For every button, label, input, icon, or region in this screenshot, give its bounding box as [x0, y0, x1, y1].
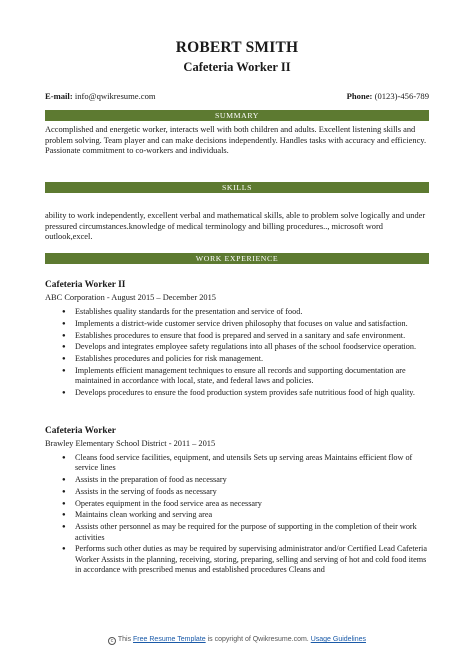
footer-prefix: This	[117, 636, 132, 643]
list-item: ● Establishes quality standards for the presentation and service of food.	[62, 307, 434, 317]
phone-label: Phone:	[346, 91, 373, 101]
job-title: Cafeteria Worker	[45, 426, 116, 436]
email-line	[45, 91, 156, 101]
experience-heading: WORK EXPERIENCE	[45, 253, 429, 264]
skills-heading: SKILLS	[45, 182, 429, 193]
phone-line	[347, 91, 429, 101]
list-item: ● Cleans food service facilities, equipment, and utensils Sets up serving areas Maintains efficient flow of service lines	[62, 453, 434, 474]
job-bullets	[62, 307, 434, 400]
free-resume-template-link[interactable]: Free Resume Template	[133, 636, 206, 643]
list-item: ● Performs such other duties as may be required by supervising administrator and/or Certified Lead Cafeteria Worker Assists in the planning, receiving, storing, preparing, selling and serving of hot and cold food items in accordance with prescribed menus and established procedures Cleans and	[62, 544, 434, 575]
summary-text: Accomplished and energetic worker, interacts well with both children and adults. Excellent listening skills and problem solving. Team player and can make decisions independently. Handles tasks with accuracy and efficiency. Passionate commitment to co-workers and individuals.	[45, 125, 427, 156]
email-value[interactable]: info@qwikresume.com	[74, 91, 156, 101]
list-item: ● Establishes procedures to ensure that food is prepared and served in a sanitary and safe environment.	[62, 331, 434, 341]
list-item: ● Implements efficient management techniques to ensure all records and supporting documentation are maintained in accordance with local, state, and federal laws and policies.	[62, 366, 434, 387]
footer	[0, 636, 474, 645]
summary-heading: SUMMARY	[45, 110, 429, 121]
candidate-name: ROBERT SMITH	[175, 39, 299, 56]
list-item: ● Assists in the serving of foods as necessary	[62, 487, 434, 497]
list-item: ● Assists other personnel as may be required for the purpose of supporting in the completion of their work activities	[62, 522, 434, 543]
copyright-icon: c	[108, 637, 116, 645]
footer-middle: is copyright of Qwikresume.com.	[207, 636, 309, 643]
email-label: E-mail:	[45, 91, 73, 101]
list-item: ● Develops and integrates employee safety regulations into all phases of the school foodservice operation.	[62, 342, 434, 352]
list-item: ● Maintains clean working and serving area	[62, 510, 434, 520]
list-item: ● Assists in the preparation of food as necessary	[62, 475, 434, 485]
job-title: Cafeteria Worker II	[45, 280, 126, 290]
candidate-title: Cafeteria Worker II	[183, 60, 291, 74]
job-company: Brawley Elementary School District - 2011 – 2015	[45, 439, 216, 448]
job-bullets	[62, 453, 434, 577]
list-item: ● Implements a district-wide customer service driven philosophy that focuses on value and satisfaction.	[62, 319, 434, 329]
phone-value: (0123)-456-789	[374, 91, 429, 101]
list-item: ● Operates equipment in the food service area as necessary	[62, 499, 434, 509]
usage-guidelines-link[interactable]: Usage Guidelines	[310, 636, 366, 643]
job-company: ABC Corporation - August 2015 – December 2015	[45, 293, 216, 302]
skills-text: ability to work independently, excellent verbal and mathematical skills, able to problem solve logically and under pressured circumstances.knowledge of medical terminology and billing procedures.., microsoft word outlook,excel.	[45, 211, 426, 242]
list-item: ● Establishes procedures and policies for risk management.	[62, 354, 434, 364]
list-item: ● Develops procedures to ensure the food production system provides safe nutritious food of high quality.	[62, 388, 434, 398]
